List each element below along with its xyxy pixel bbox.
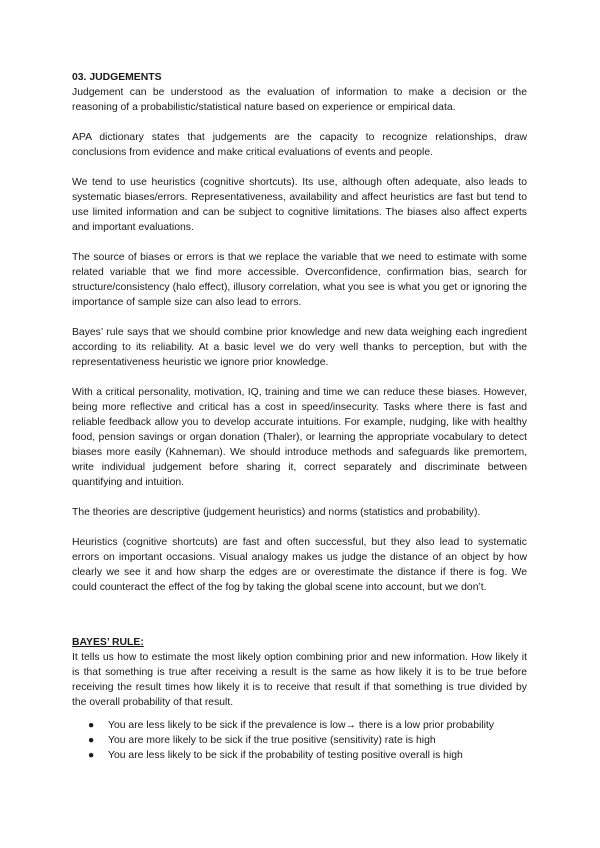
bullet-icon: ● [88,750,95,761]
list-item [72,748,527,763]
list-item [72,733,527,748]
list-item-text: You are less likely to be sick if the probability of testing positive overall is high [108,750,463,761]
list-item-text: You are more likely to be sick if the true positive (sensitivity) rate is high [108,735,436,746]
bullet-list [72,718,527,763]
list-item [72,718,527,733]
paragraph: Heuristics (cognitive shortcuts) are fast and often successful, but they also lead to systematic errors on important occasions. Visual analogy makes us judge the distance of an object by how clearly we see it and how sharp the edges are or overestimate the distance if there is fog. We could counteract the effect of the fog by taking the global scene into account, but we don’t. [72,537,527,593]
paragraph: Judgement can be understood as the evaluation of information to make a decision or the reasoning of a probabilistic/statistical nature based on experience or empirical data. [72,87,527,113]
paragraph: With a critical personality, motivation, IQ, training and time we can reduce these biases. However, being more reflective and critical has a cost in speed/insecurity. Tasks where there is fast and reliable feedback allow you to develop accurate intuitions. For example, nudging, like with healthy food, pension savings or organ donation (Thaler), or learning the appropriate vocabulary to detect biases more easily (Kahneman). We should introduce methods and safeguards like premortem, write individual judgement before sharing it, correct separately and discriminate between quantifying and intuition. [72,387,527,488]
paragraph: The theories are descriptive (judgement heuristics) and norms (statistics and probability). [72,507,481,518]
paragraph: APA dictionary states that judgements are the capacity to recognize relationships, draw conclusions from evidence and make critical evaluations of events and people. [72,132,527,158]
paragraph: We tend to use heuristics (cognitive shortcuts). Its use, although often adequate, also leads to systematic biases/errors. Representativeness, availability and affect heuristics are fast but tend to use limited information and can be subject to cognitive limitations. The biases also affect experts and important evaluations. [72,177,527,233]
list-item-text: You are less likely to be sick if the prevalence is low→ there is a low prior probability [108,720,494,731]
paragraph: Bayes’ rule says that we should combine prior knowledge and new data weighing each ingredient according to its reliability. At a basic level we do very well thanks to perception, but with the representativeness heuristic we ignore prior knowledge. [72,327,527,368]
bullet-icon: ● [88,720,95,731]
paragraph: It tells us how to estimate the most likely option combining prior and new information. How likely it is that something is true after receiving a result is the same as how likely it is to be true before receiving the result times how likely it is to receive that result if that something is true divided by the overall probability of that result. [72,652,527,708]
bullet-icon: ● [88,735,95,746]
paragraph: The source of biases or errors is that we replace the variable that we need to estimate with some related variable that we find more accessible. Overconfidence, confirmation bias, search for structure/consistency (halo effect), illusory correlation, what you see is what you get or ignoring the importance of sample size can also lead to errors. [72,252,527,308]
section-heading-judgements: 03. JUDGEMENTS [72,72,162,83]
section-heading-bayes-rule: BAYES’ RULE: [72,637,144,648]
document-page [72,70,527,763]
